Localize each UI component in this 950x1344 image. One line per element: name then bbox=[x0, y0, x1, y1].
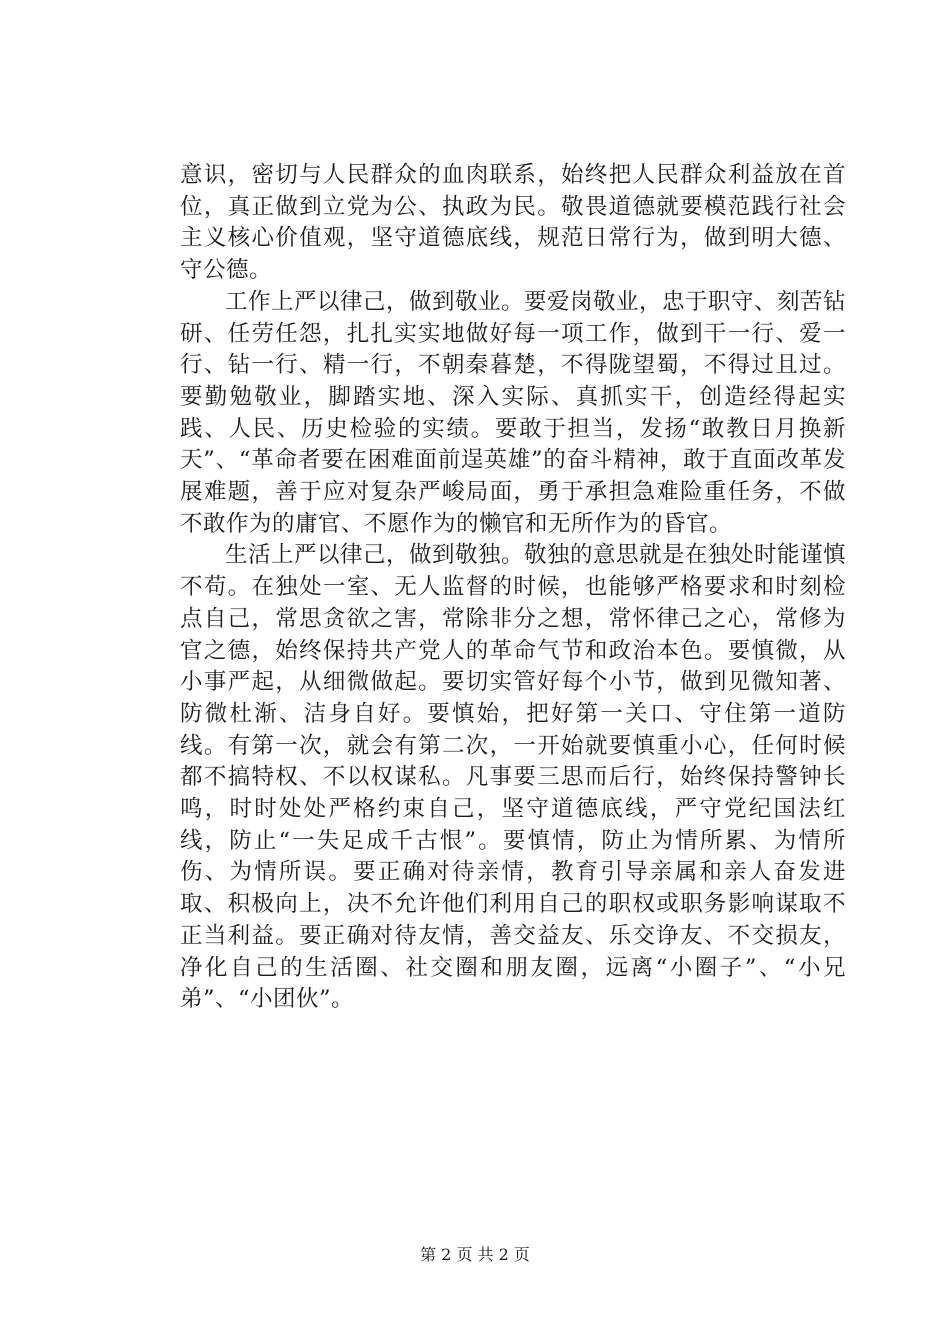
document-body bbox=[180, 160, 846, 1016]
paragraph-life-self-discipline: 生活上严以律己，做到敬独。敬独的意思就是在独处时能谨慎不苟。在独处一室、无人监督的时候，也能够严格要求和时刻检点自己，常思贪欲之害，常除非分之想，常怀律己之心，常修为官之德，始终保持共产党人的革命气节和政治本色。要慎微，从小事严起，从细微做起。要切实管好每个小节，做到见微知著、防微杜渐、洁身自好。要慎始，把好第一关口、守住第一道防线。有第一次，就会有第二次，一开始就要慎重小心，任何时候都不搞特权、不以权谋私。凡事要三思而后行，始终保持警钟长鸣，时时处处严格约束自己，坚守道德底线，严守党纪国法红线，防止“一失足成千古恨”。要慎情，防止为情所累、为情所伤、为情所误。要正确对待亲情，教育引导亲属和亲人奋发进取、积极向上，决不允许他们利用自己的职权或职务影响谋取不正当利益。要正确对待友情，善交益友、乐交诤友、不交损友，净化自己的生活圈、社交圈和朋友圈，远离“小圈子”、“小兄弟”、“小团伙”。 bbox=[180, 542, 847, 1013]
page-footer: 第 2 页 共 2 页 bbox=[420, 1245, 530, 1264]
paragraph-work-dedication: 工作上严以律己，做到敬业。要爱岗敬业，忠于职守、刻苦钻研、任劳任怨，扎扎实实地做好每一项工作，做到干一行、爱一行、钻一行、精一行，不朝秦暮楚，不得陇望蜀，不得过且过。要勤勉敬业，脚踏实地、深入实际、真抓实干，创造经得起实践、人民、历史检验的实绩。要敢于担当，发扬“敢教日月换新天”、“革命者要在困难面前逞英雄”的奋斗精神，敢于直面改革发展难题，善于应对复杂严峻局面，勇于承担急难险重任务，不做不敢作为的庸官、不愿作为的懒官和无所作为的昏官。 bbox=[180, 288, 847, 537]
paragraph-continued: 意识，密切与人民群众的血肉联系，始终把人民群众利益放在首位，真正做到立党为公、执政为民。敬畏道德就要模范践行社会主义核心价值观，坚守道德底线，规范日常行为，做到明大德、守公德。 bbox=[180, 162, 846, 284]
